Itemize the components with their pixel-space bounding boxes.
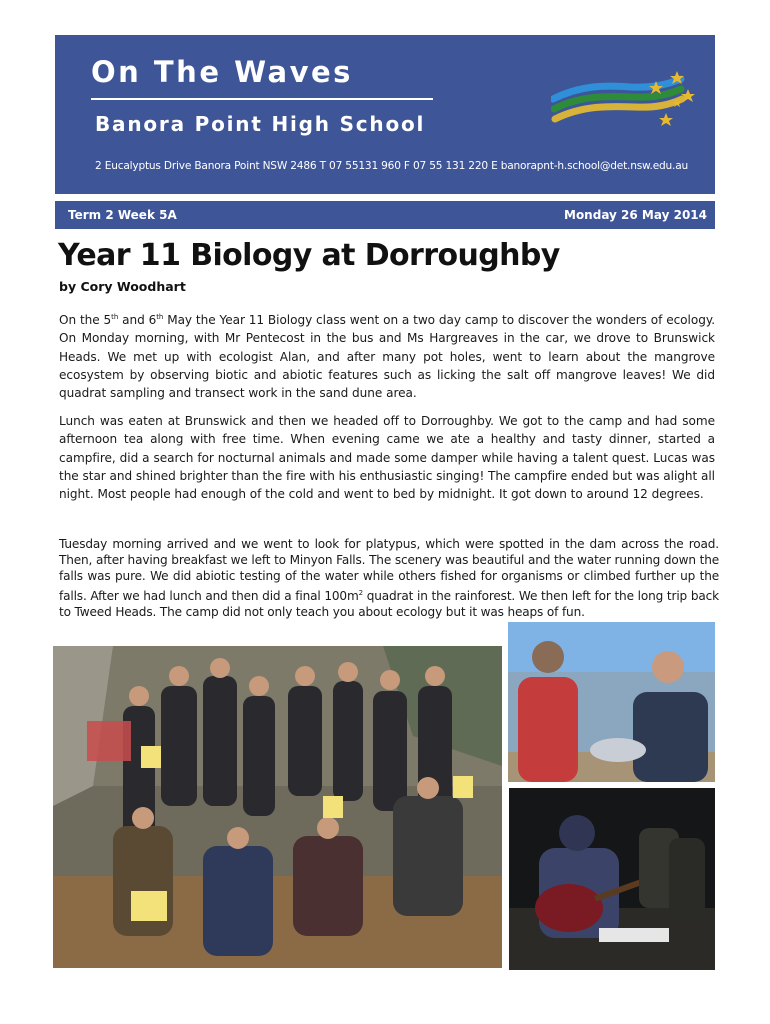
- school-name: Banora Point High School: [95, 112, 426, 136]
- issue-date: Monday 26 May 2014: [564, 208, 707, 222]
- title-underline: [91, 98, 433, 100]
- article-title: Year 11 Biology at Dorroughby: [58, 238, 560, 273]
- article-paragraph-3: Tuesday morning arrived and we went to look for platypus, which were spotted in the dam across the road. Then, after having breakfast we left to Minyon Falls. The scenery was beautiful and the water running down the falls was pure. We did abiotic testing of the water while others fished for organisms or climbed further up the falls. After we had lunch and then did a final $100m^2$ quadrat in the rainforest. We then left for the long trip back to Tweed Heads. The camp did not only teach you about ecology but it was heaps of fun.: [59, 537, 719, 619]
- school-contact-details: 2 Eucalyptus Drive Banora Point NSW 2486 T 07 55131 960 F 07 55 131 220 E banorapnt-h.school@det.nsw.edu.au: [95, 160, 689, 172]
- article-paragraph-1: On the 5th and 6th May the Year 11 Biology class went on a two day camp to discover the wonders of ecology. On Monday morning, with Mr Pentecost in the bus and Ms Hargreaves in the car, we drove to Brunswick Heads. We met up with ecologist Alan, and after many pot holes, went to learn about the mangrove ecosystem by observing biotic and abiotic features such as licking the salt off mangrove leaves! We did quadrat sampling and transect work in the sand dune area.: [59, 313, 715, 401]
- term-week-label: Term 2 Week 5A: [68, 208, 177, 222]
- night-guitar-photo: [509, 788, 715, 970]
- term-date-bar: [55, 201, 715, 229]
- article-byline: by Cory Woodhart: [59, 279, 186, 294]
- masthead-banner: [55, 35, 715, 194]
- group-photo: [53, 646, 502, 968]
- article-paragraph-2: Lunch was eaten at Brunswick and then we headed off to Dorroughby. We got to the camp and had some afternoon tea along with free time. When evening came we ate a healthy and tasty dinner, started a campfire, did a search for nocturnal animals and made some damper while having a talent quest. Lucas was the star and shined brighter than the fire with his enthusiastic singing! The campfire ended but was alight all night. Most people had enough of the cold and went to bed by midnight. It got down to around 12 degrees.: [59, 414, 715, 502]
- school-wave-logo-icon: [551, 63, 701, 133]
- newsletter-title: On The Waves: [91, 55, 353, 89]
- lake-sampling-photo: [508, 622, 715, 782]
